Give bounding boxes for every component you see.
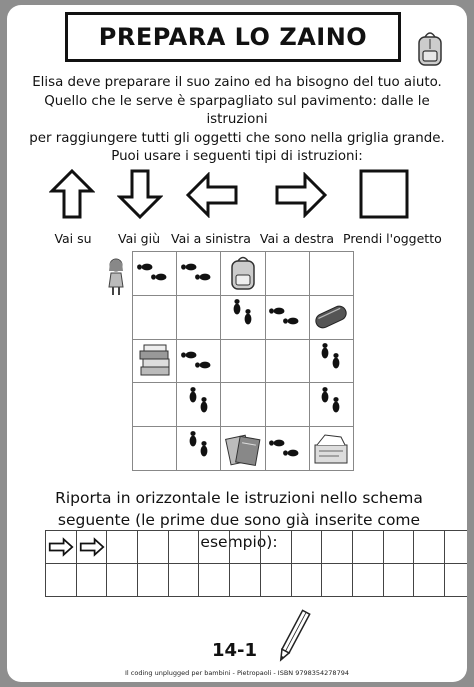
answer-cell[interactable] [169,564,200,597]
footprints-down-icon [311,387,351,423]
square-icon [359,169,409,219]
footprints-right-icon [267,431,307,467]
grid-cell [266,252,310,296]
arrow-right-icon [79,537,105,557]
answer-cell[interactable] [199,531,230,564]
intro-line: Quello che le serve è sparpagliato sul pavimento: dalle le istruzioni [44,93,430,127]
answer-cell[interactable] [77,531,108,564]
instruction-label-up: Vai su [54,231,92,246]
grid-cell [221,340,265,384]
grid-cell [310,296,354,340]
answer-grid [45,530,467,597]
answer-cell[interactable] [230,564,261,597]
footprints-right-icon [267,299,307,335]
intro-line: per raggiungere tutti gli oggetti che sono nella griglia grande. [29,130,445,146]
instruction-label-right: Vai a destra [259,231,335,246]
answer-cell[interactable] [414,531,445,564]
footprints-down-icon [179,431,219,467]
backpack-icon [414,27,446,69]
title-box [65,12,401,62]
answer-cell[interactable] [138,564,169,597]
pencil-case-icon [311,299,351,335]
map-grid [132,251,354,471]
footprints-down-icon [311,343,351,379]
answer-cell[interactable] [384,564,415,597]
backpack-icon [223,255,263,291]
grid-cell [177,427,221,471]
grid-cell [133,383,177,427]
arrow-right-icon [274,172,328,218]
instruction-label-left: Vai a sinistra [171,231,251,246]
intro-line: Puoi usare i seguenti tipi di istruzioni: [111,149,363,164]
answer-cell[interactable] [322,531,353,564]
grid-cell [266,340,310,384]
intro-line: Elisa deve preparare il suo zaino ed ha bisogno del tuo aiuto. [32,75,442,90]
arrow-up-icon [49,168,95,220]
footer-text: Il coding unplugged per bambini - Pietropaoli - ISBN 9798354278794 [125,669,349,677]
notebooks-icon [223,431,263,467]
answer-cell[interactable] [445,564,467,597]
grid-cell [266,427,310,471]
answer-cell[interactable] [107,564,138,597]
answer-cell[interactable] [353,564,384,597]
grid-cell [133,296,177,340]
grid-cell [177,383,221,427]
page-title: PREPARA LO ZAINO [98,23,368,51]
answer-cell[interactable] [261,531,292,564]
answer-cell[interactable] [414,564,445,597]
instruction-label-take: Prendi l'oggetto [343,231,442,246]
answer-cell[interactable] [292,531,323,564]
answer-cell[interactable] [353,531,384,564]
intro-text [17,74,457,167]
grid-cell [310,252,354,296]
grid-cell [133,252,177,296]
grid-cell [133,427,177,471]
answer-cell[interactable] [445,531,467,564]
grid-cell [133,340,177,384]
footprints-right-icon [179,255,219,291]
grid-cell [177,252,221,296]
grid-cell [221,296,265,340]
answer-cell[interactable] [46,531,77,564]
answer-cell[interactable] [261,564,292,597]
footprints-down-icon [223,299,263,335]
grid-cell [177,296,221,340]
papers-icon [311,431,351,467]
arrow-left-icon [185,172,239,218]
footprints-right-icon [179,343,219,379]
worksheet-page [7,5,467,682]
footprints-right-icon [135,255,175,291]
grid-cell [310,427,354,471]
answer-cell[interactable] [169,531,200,564]
answer-cell[interactable] [46,564,77,597]
answer-cell[interactable] [199,564,230,597]
grid-cell [177,340,221,384]
answer-cell[interactable] [230,531,261,564]
answer-cell[interactable] [138,531,169,564]
page-number: 14-1 [212,640,258,661]
pencil-icon [275,607,311,667]
grid-cell [221,252,265,296]
arrow-down-icon [117,168,163,220]
grid-cell [310,383,354,427]
task-text: Riporta in orizzontale le istruzioni nello schema seguente (le prime due sono già inserite come esempio): [55,489,423,551]
grid-cell [221,427,265,471]
grid-cell [310,340,354,384]
books-icon [135,343,175,379]
answer-cell[interactable] [77,564,108,597]
answer-cell[interactable] [322,564,353,597]
arrow-right-icon [48,537,74,557]
answer-cell[interactable] [384,531,415,564]
grid-cell [266,296,310,340]
grid-cell [221,383,265,427]
answer-cell[interactable] [107,531,138,564]
girl-icon [105,257,127,297]
instruction-label-down: Vai giù [117,231,161,246]
footprints-down-icon [179,387,219,423]
grid-cell [266,383,310,427]
answer-cell[interactable] [292,564,323,597]
